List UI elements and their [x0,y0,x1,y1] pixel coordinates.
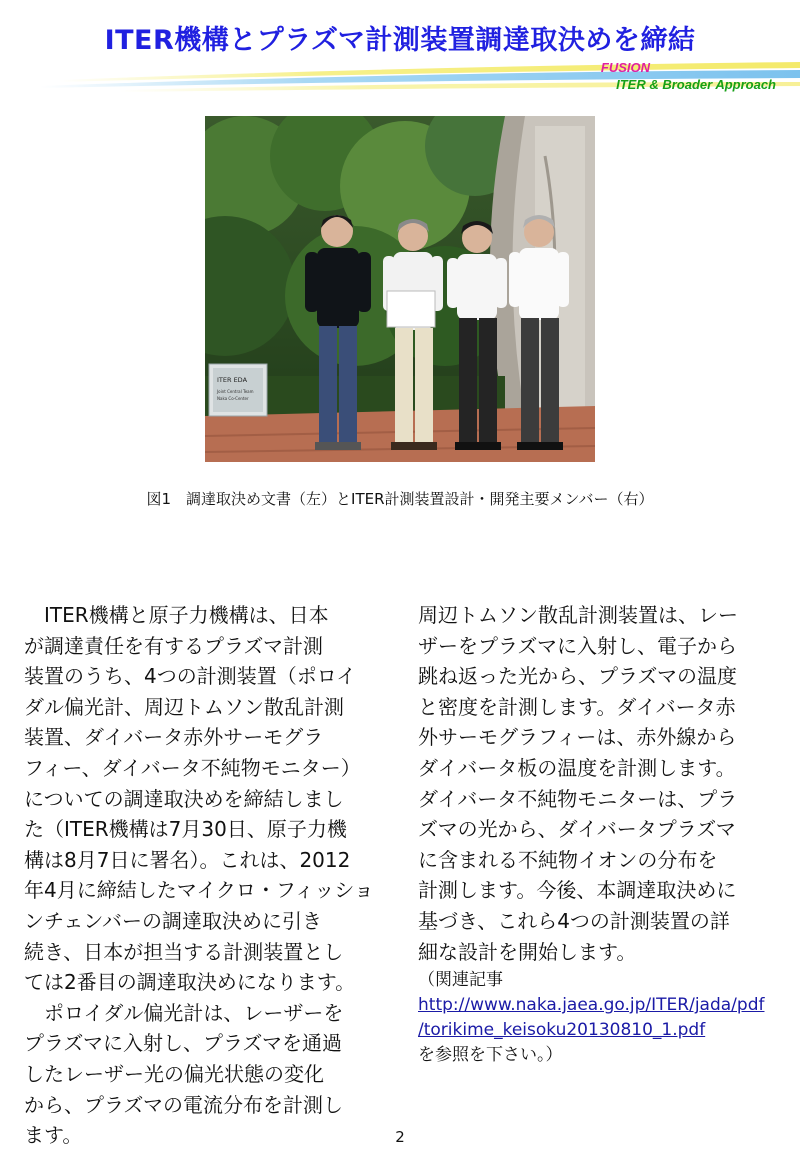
body-line: プラズマに入射し、プラズマを通過 [24,1031,342,1056]
body-line: ては2番目の調達取決めになります。 [24,970,356,995]
body-line: ンチェンバーの調達取決めに引き [24,908,322,933]
body-line: 跳ね返った光から、プラズマの温度 [418,664,737,689]
body-line: ます。 [24,1123,83,1148]
body-line: ダイバータ板の温度を計測します。 [418,755,736,780]
body-line: 計測します。今後、本調達取決めに [418,878,737,903]
body-line: についての調達取決めを締結しまし [24,786,344,811]
body-line: したレーザー光の偏光状態の変化 [24,1061,324,1086]
figure-caption: 図1 調達取決め文書（左）とITER計測装置設計・開発主要メンバー（右） [146,490,654,508]
body-column-left [24,600,394,1151]
body-line: た（ITER機構は7月30日、原子力機 [24,817,347,842]
related-label: （関連記事 [418,970,503,990]
page-number: 2 [395,1128,405,1146]
body-line: 年4月に締結したマイクロ・フィッショ [24,878,374,903]
sign-line-3: Naka Co-Center [217,396,249,401]
related-link-line-1: http://www.naka.jaea.go.jp/ITER/jada/pdf [418,995,765,1015]
body-line: から、プラズマの電流分布を計測し [24,1092,343,1117]
body-line: ザーをプラズマに入射し、電子から [418,633,737,658]
body-line: 基づき、これら4つの計測装置の詳 [418,908,730,933]
body-line: ポロイダル偏光計は、レーザーを [24,1000,344,1025]
body-line: が調達責任を有するプラズマ計測 [24,633,323,658]
body-line: ITER機構と原子力機構は、日本 [24,603,329,627]
fusion-label: FUSION [600,60,650,75]
sign-line-1: ITER EDA [217,376,248,384]
body-line: ダイバータ不純物モニターは、プラ [418,786,738,811]
body-line: ズマの光から、ダイバータプラズマ [418,817,736,842]
section-label: ITER & Broader Approach [616,77,776,92]
body-line: に含まれる不純物イオンの分布を [418,847,718,872]
body-line: 装置、ダイバータ赤外サーモグラ [24,725,324,750]
body-line: 外サーモグラフィーは、赤外線から [418,725,737,750]
body-line: と密度を計測します。ダイバータ赤 [418,694,736,719]
body-line: 装置のうち、4つの計測装置（ポロイ [24,664,357,689]
iter-eda-sign [209,364,267,416]
body-line: ダル偏光計、周辺トムソン散乱計測 [24,694,344,719]
page-title: ITER機構とプラズマ計測装置調達取決めを締結 [104,25,696,56]
body-column-right [418,600,788,967]
body-line: フィー、ダイバータ不純物モニター） [24,755,361,780]
body-line: 構は8月7日に署名）。これは、2012 [24,847,351,872]
related-suffix: を参照を下さい。） [418,1045,563,1065]
related-article [418,968,788,1068]
body-line: 周辺トムソン散乱計測装置は、レー [418,603,738,627]
related-link-line-2: /torikime_keisoku20130810_1.pdf [418,1020,706,1040]
related-link[interactable] [418,993,788,1043]
group-photo [205,116,595,462]
body-line: 続き、日本が担当する計測装置とし [24,939,344,964]
body-line: 細な設計を開始します。 [418,939,637,964]
sign-line-2: Joint Central Team [217,389,254,394]
